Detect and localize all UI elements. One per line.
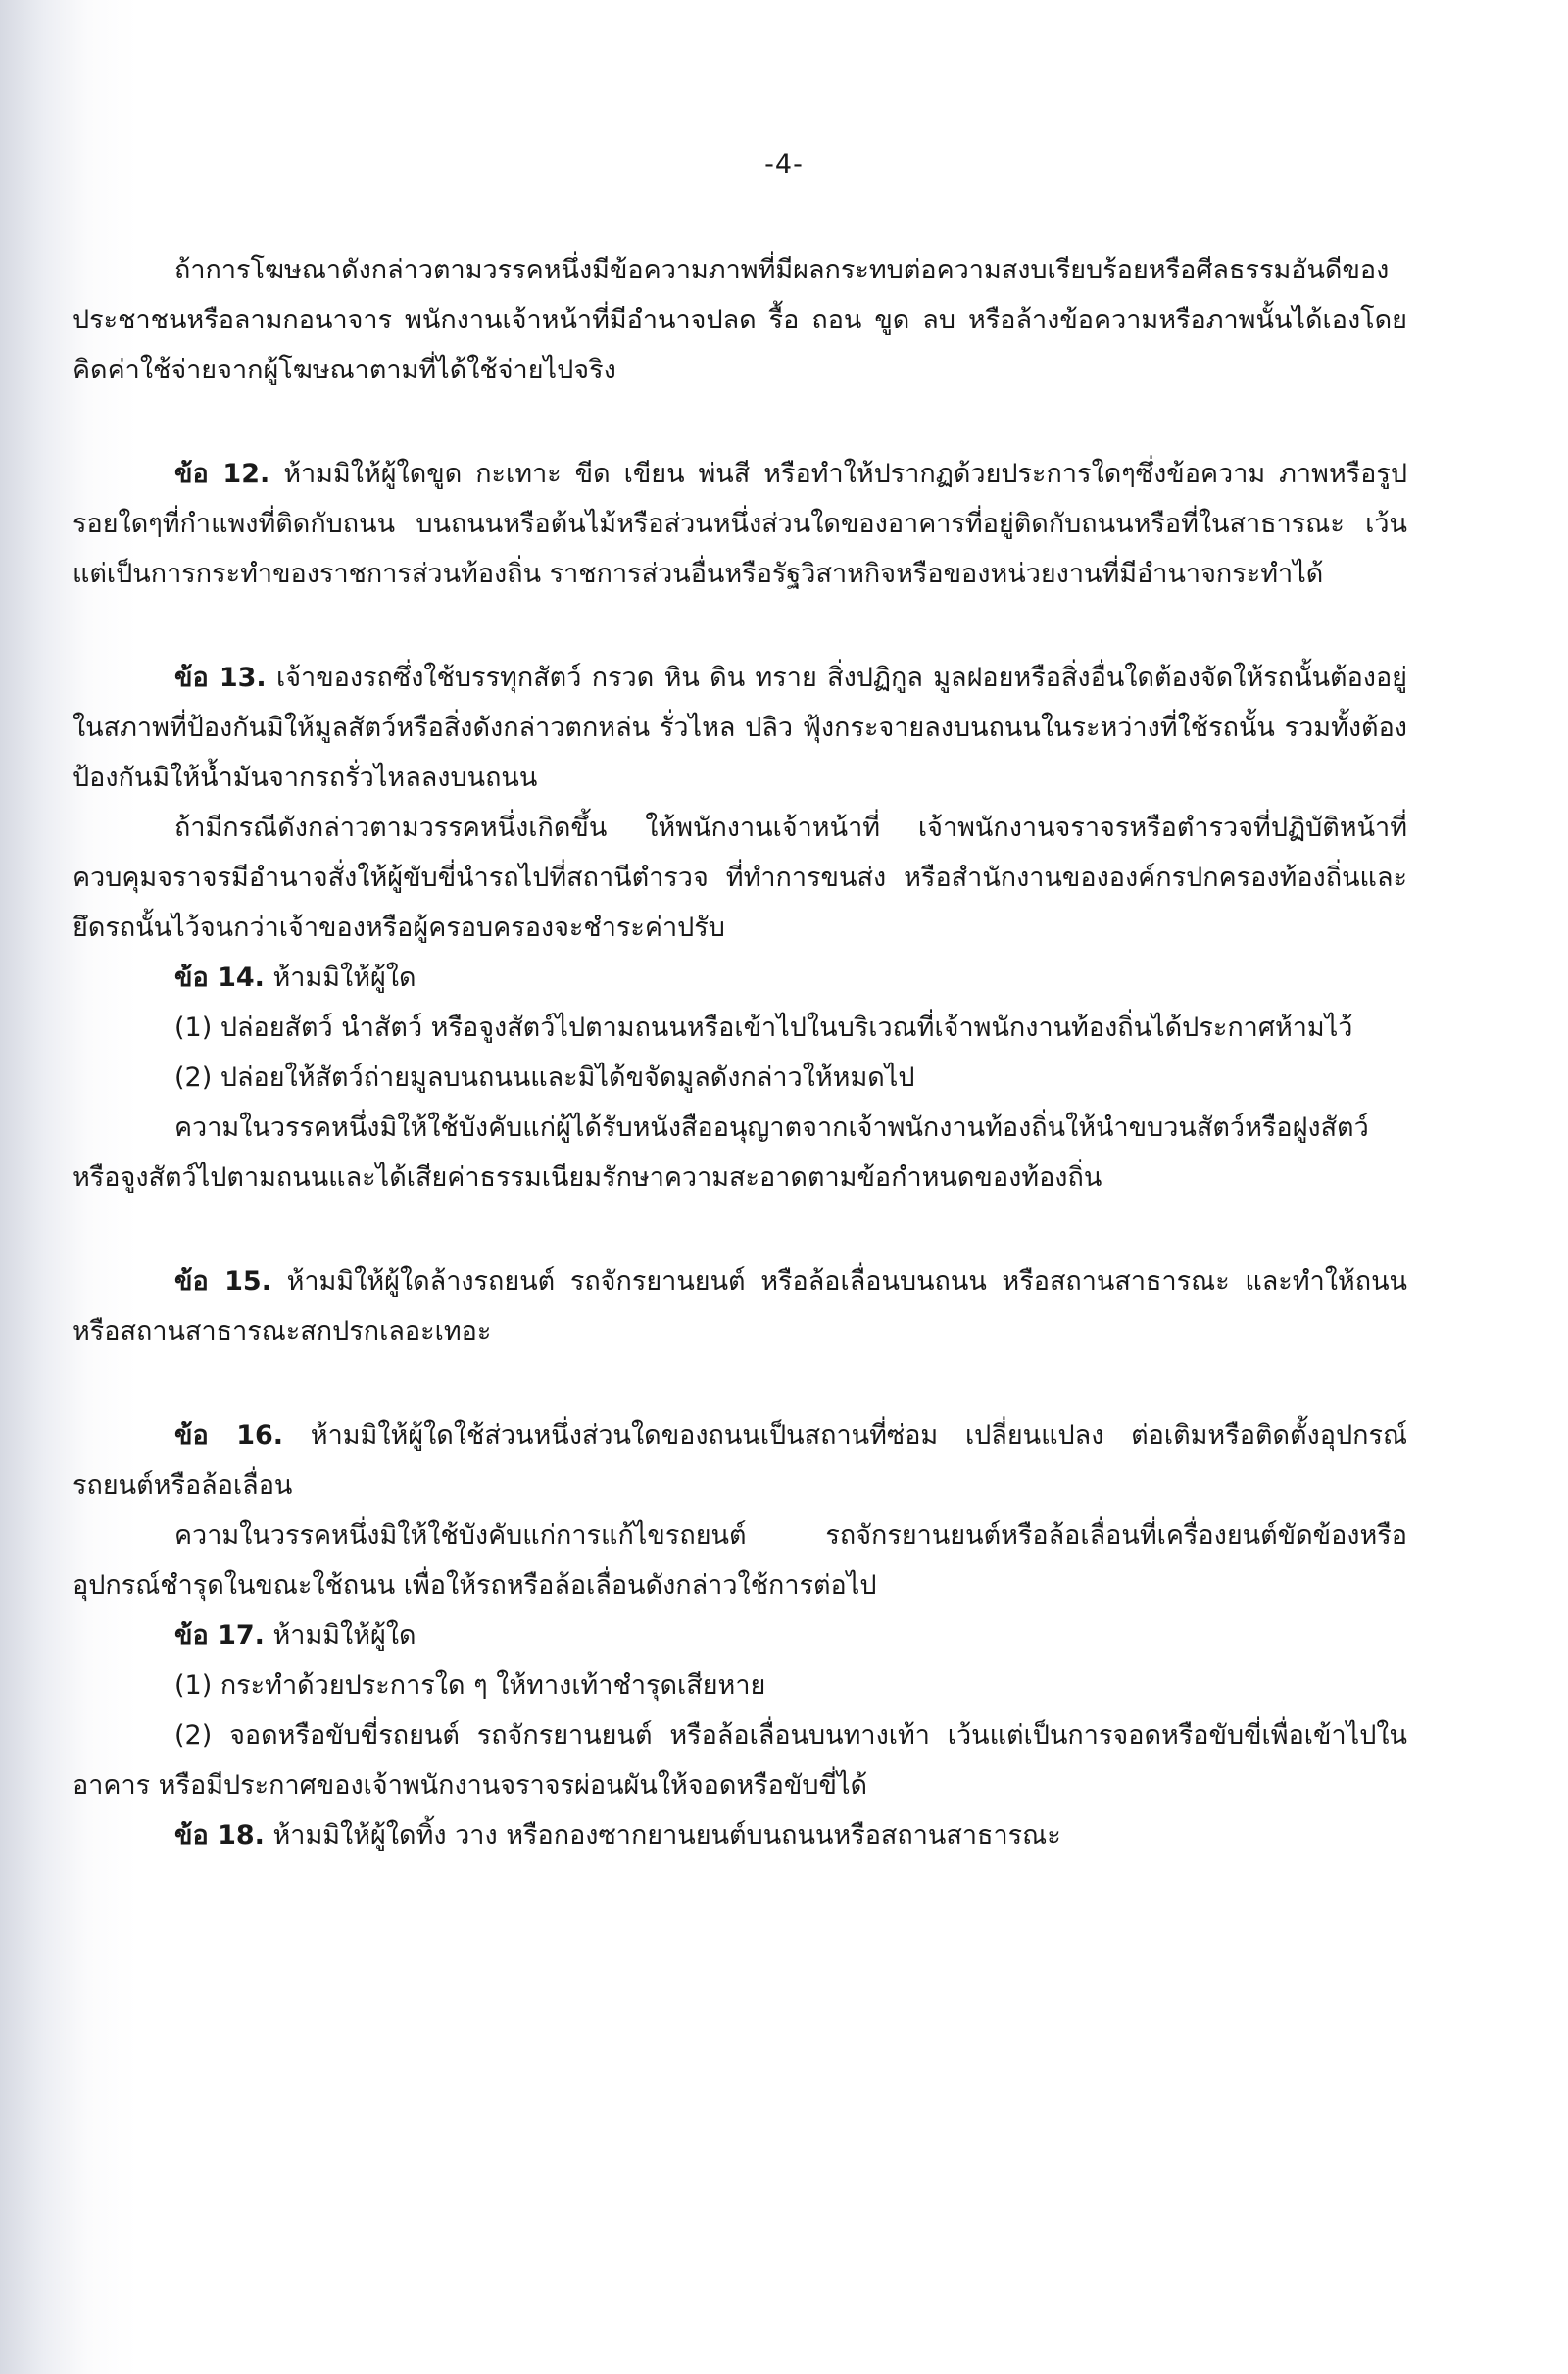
clause-14-text: ห้ามมิให้ผู้ใด (264, 963, 416, 993)
clause-18 (73, 1810, 1407, 1860)
clause-17-text: ห้ามมิให้ผู้ใด (264, 1620, 416, 1651)
clause-14-item-2: (2) ปล่อยให้สัตว์ถ่ายมูลบนถนนและมิได้ขจัดมูลดังกล่าวให้หมดไป (174, 1063, 915, 1093)
clause-16 (73, 1410, 1407, 1510)
clause-18-label: ข้อ 18. (174, 1820, 265, 1851)
clause-16-paragraph-2: ความในวรรคหนึ่งมิให้ใช้บังคับแก่การแก้ไขรถยนต์ รถจักรยานยนต์หรือล้อเลื่อนที่เครื่องยนต์ขัดข้องหรืออุปกรณ์ชำรุดในขณะใช้ถนน เพื่อให้รถหรือล้อเลื่อนดังกล่าวใช้การต่อไป (73, 1520, 1407, 1601)
clause-12-text: ห้ามมิให้ผู้ใดขูด กะเทาะ ขีด เขียน พ่นสี หรือทำให้ปรากฏด้วยประการใดๆซึ่งข้อความ ภาพหรือรูปรอยใดๆที่กำแพงที่ติดกับถนน บนถนนหรือต้นไม้หรือส่วนหนึ่งส่วนใดของอาคารที่อยู่ติดกับถนนหรือที่ในสาธารณะ เว้นแต่เป็นการกระทำของราชการส่วนท้องถิ่น ราชการส่วนอื่นหรือรัฐวิสาหกิจหรือของหน่วยงานที่มีอำนาจกระทำได้ (73, 459, 1407, 589)
clause-13-text: เจ้าของรถซึ่งใช้บรรทุกสัตว์ กรวด หิน ดิน ทราย สิ่งปฏิกูล มูลฝอยหรือสิ่งอื่นใดต้องจัดให้รถนั้นต้องอยู่ในสภาพที่ป้องกันมิให้มูลสัตว์หรือสิ่งดังกล่าวตกหล่น รั่วไหล ปลิว ฟุ้งกระจายลงบนถนนในระหว่างที่ใช้รถนั้น รวมทั้งต้องป้องกันมิให้น้ำมันจากรถรั่วไหลลงบนถนน (73, 663, 1408, 793)
clause-15 (73, 1257, 1407, 1357)
paragraph-advertising: ถ้าการโฆษณาดังกล่าวตามวรรคหนึ่งมีข้อความภาพที่มีผลกระทบต่อความสงบเรียบร้อยหรือศีลธรรมอันดีของประชาชนหรือลามกอนาจาร พนักงานเจ้าหน้าที่มีอำนาจปลด รื้อ ถอน ขูด ลบ หรือล้างข้อความหรือภาพนั้นได้เองโดยคิดค่าใช้จ่ายจากผู้โฆษณาตามที่ได้ใช้จ่ายไปจริง (73, 255, 1407, 385)
clause-13 (73, 653, 1407, 803)
clause-14 (73, 953, 1407, 1003)
clause-18-text: ห้ามมิให้ผู้ใดทิ้ง วาง หรือกองซากยานยนต์บนถนนหรือสถานสาธารณะ (264, 1820, 1061, 1851)
clause-12-label: ข้อ 12. (174, 459, 270, 489)
clause-15-text: ห้ามมิให้ผู้ใดล้างรถยนต์ รถจักรยานยนต์ หรือล้อเลื่อนบนถนน หรือสถานสาธารณะ และทำให้ถนนหรือสถานสาธารณะสกปรกเลอะเทอะ (73, 1266, 1407, 1347)
page-number: -4- (764, 149, 804, 179)
clause-17-label: ข้อ 17. (174, 1620, 265, 1651)
clause-14-item-1: (1) ปล่อยสัตว์ นำสัตว์ หรือจูงสัตว์ไปตามถนนหรือเข้าไปในบริเวณที่เจ้าพนักงานท้องถิ่นได้ประกาศห้ามไว้ (174, 1013, 1353, 1043)
clause-17-item-1: (1) กระทำด้วยประการใด ๆ ให้ทางเท้าชำรุดเสียหาย (174, 1670, 766, 1701)
clause-14-label: ข้อ 14. (174, 963, 265, 993)
clause-14-paragraph-2: ความในวรรคหนึ่งมิให้ใช้บังคับแก่ผู้ได้รับหนังสืออนุญาตจากเจ้าพนักงานท้องถิ่นให้นำขบวนสัตว์หรือฝูงสัตว์ หรือจูงสัตว์ไปตามถนนและได้เสียค่าธรรมเนียมรักษาความสะอาดตามข้อกำหนดของท้องถิ่น (73, 1113, 1369, 1193)
clause-13-paragraph-2: ถ้ามีกรณีดังกล่าวตามวรรคหนึ่งเกิดขึ้น ให้พนักงานเจ้าหน้าที่ เจ้าพนักงานจราจรหรือตำรวจที่ปฏิบัติหน้าที่ควบคุมจราจรมีอำนาจสั่งให้ผู้ขับขี่นำรถไปที่สถานีตำรวจ ที่ทำการขนส่ง หรือสำนักงานขององค์กรปกครองท้องถิ่นและยึดรถนั้นไว้จนกว่าเจ้าของหรือผู้ครอบครองจะชำระค่าปรับ (73, 813, 1407, 943)
clause-15-label: ข้อ 15. (174, 1266, 271, 1297)
clause-12 (73, 449, 1407, 599)
clause-17 (73, 1610, 1407, 1660)
clause-16-text: ห้ามมิให้ผู้ใดใช้ส่วนหนึ่งส่วนใดของถนนเป็นสถานที่ซ่อม เปลี่ยนแปลง ต่อเติมหรือติดตั้งอุปกรณ์รถยนต์หรือล้อเลื่อน (73, 1420, 1407, 1501)
clause-17-item-2: (2) จอดหรือขับขี่รถยนต์ รถจักรยานยนต์ หรือล้อเลื่อนบนทางเท้า เว้นแต่เป็นการจอดหรือขับขี่เพื่อเข้าไปในอาคาร หรือมีประกาศของเจ้าพนักงานจราจรผ่อนผันให้จอดหรือขับขี่ได้ (73, 1720, 1407, 1801)
document-body (73, 245, 1407, 1860)
clause-16-label: ข้อ 16. (174, 1420, 284, 1451)
clause-13-label: ข้อ 13. (174, 663, 267, 693)
